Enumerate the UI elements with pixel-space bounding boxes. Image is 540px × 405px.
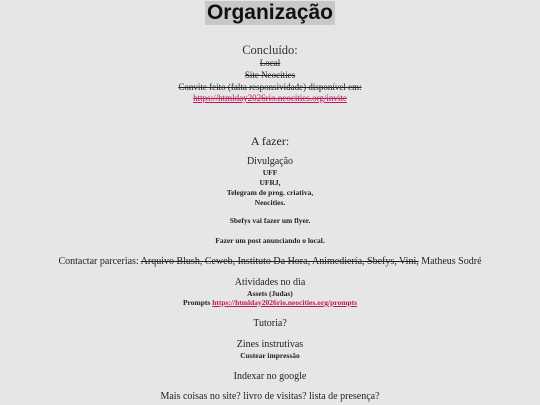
- divulgacao-item-neocities: Neocities.: [254, 198, 286, 207]
- tutoria: Tutoria?: [253, 318, 287, 329]
- divulgacao-item-ufrj: UFRJ,: [259, 178, 281, 187]
- divulgacao-heading: Divulgação: [246, 156, 294, 167]
- title-wrap: [0, 0, 540, 25]
- zines-heading: Zines instrutivas: [236, 339, 304, 350]
- atividades-heading: Atividades no dia: [234, 277, 306, 288]
- parcerias-rest: Matheus Sodré: [421, 256, 482, 267]
- atividades-assets: Assets (Judas): [247, 289, 293, 298]
- page-title: Organização: [206, 1, 334, 24]
- mais-coisas: Mais coisas no site? livro de visitas? lista de presença?: [160, 391, 380, 402]
- atividades-prompts-line: [0, 298, 540, 307]
- divulgacao-item-telegram: Telegram de prog. criativa,: [226, 188, 314, 197]
- divulgacao-flyer: Sbefys vai fazer um flyer.: [229, 216, 311, 225]
- divulgacao-post: Fazer um post anunciando o local.: [215, 236, 325, 245]
- prompts-link[interactable]: https://htmlday2026rio.neocities.org/prompts: [212, 298, 358, 307]
- prompts-label: Prompts: [182, 298, 211, 307]
- invite-link[interactable]: https://htmlday2026rio.neocities.org/invite: [193, 93, 347, 103]
- done-heading: Concluído:: [242, 43, 298, 57]
- done-item-invite: Convite feito (falta responsividade) disponível em:: [178, 82, 362, 92]
- invite-link-wrap: [0, 93, 540, 103]
- parcerias-struck: Arquivo Blush, Ceweb, Instituto Da Hora, Animediería, Sbefys, Vini,: [140, 256, 419, 267]
- zines-item: Custear impressão: [240, 351, 300, 360]
- done-item-site: Site Neocities: [244, 70, 296, 80]
- parcerias-line: [0, 256, 540, 268]
- divulgacao-item-uff: UFF: [262, 168, 278, 177]
- done-item-local: Local: [259, 58, 281, 68]
- indexar: Indexar no google: [233, 371, 307, 382]
- parcerias-label: Contactar parcerias:: [58, 256, 139, 267]
- todo-heading: A fazer:: [250, 134, 290, 148]
